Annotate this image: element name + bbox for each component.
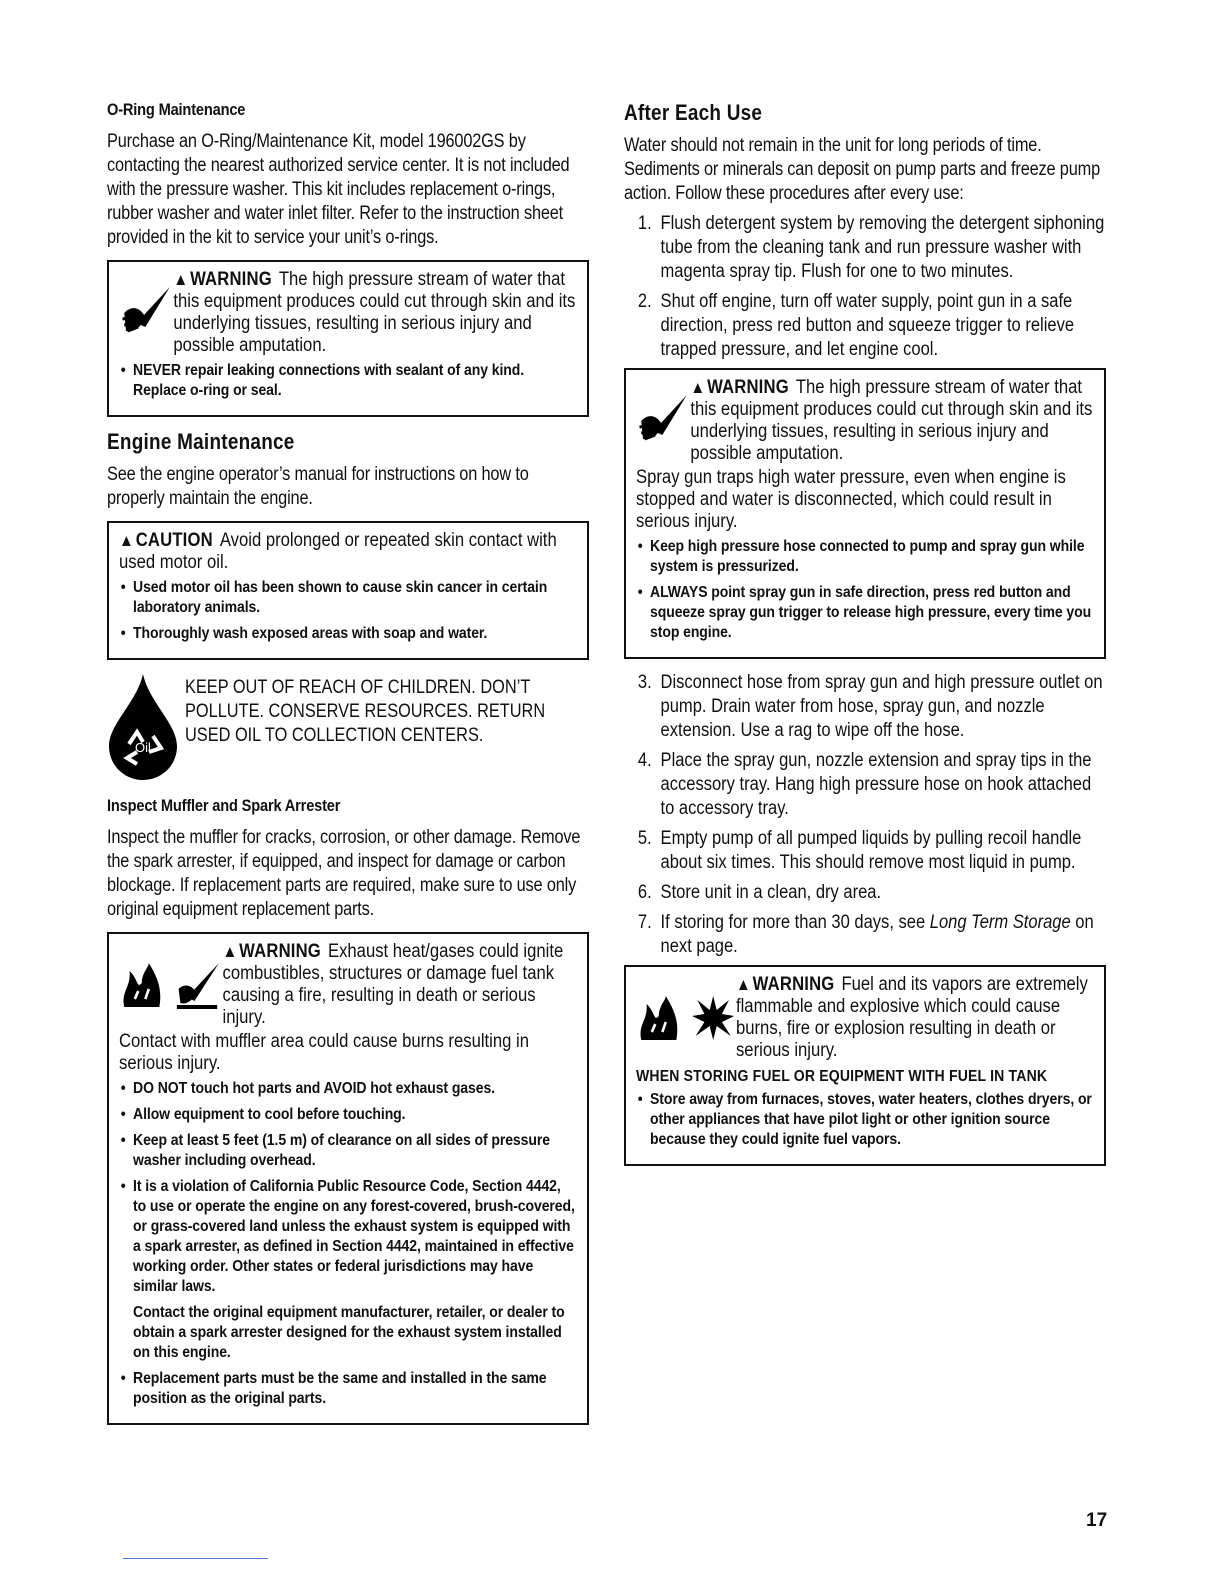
caution-box xyxy=(107,521,589,660)
oring-heading: O-Ring Maintenance xyxy=(107,100,246,119)
warning-signal: ▲WARNING xyxy=(690,377,789,398)
oil-recycle-notice xyxy=(107,672,589,782)
fuel-warning-box xyxy=(624,965,1106,1166)
oring-body: Purchase an O-Ring/Maintenance Kit, model 196002GS by contacting the nearest authorized service center. It is not included with the pressure washer. This kit includes replacement o-rings, rubber washer and water inlet filter. Refer to the instruction sheet provided in the kit to service your unit’s o-rings. xyxy=(107,131,570,248)
list-item: • It is a violation of California Public Resource Code, Section 4442, to use or operate the engine on any forest-covered, brush-covered, or grass-covered land unless the exhaust system is equipped with a spark arrester, as defined in Section 4442, maintained in effective working order. Other states or federal jurisdictions may have similar laws. Contact the original equipment manufacturer, retailer, or dealer to obtain a spark arrester designed for the exhaust system installed on this engine. xyxy=(119,1177,577,1363)
warning-triangle-icon: ▲ xyxy=(735,975,751,994)
fuel-storage-subheading: WHEN STORING FUEL OR EQUIPMENT WITH FUEL IN TANK xyxy=(636,1068,1048,1085)
list-item: • Keep high pressure hose connected to pump and spray gun while system is pressurized. xyxy=(636,537,1094,577)
muffler-body: Inspect the muffler for cracks, corrosion, or other damage. Remove the spark arrester, if equipped, and inspect for damage or carbon blockage. If replacement parts are required, make sure to use only original equipment replacement parts. xyxy=(107,827,581,920)
hot-surface-icon xyxy=(173,961,222,1009)
oil-notice-text: KEEP OUT OF REACH OF CHILDREN. DON’T POLLUTE. CONSERVE RESOURCES. RETURN USED OIL TO COLLECTION CENTERS. xyxy=(185,677,546,746)
right-column xyxy=(624,100,1108,1178)
muffler-warning-box xyxy=(107,932,589,1425)
list-item-extra: Contact the original equipment manufacturer, retailer, or dealer to obtain a spark arrester designed for the exhaust system installed on this engine. xyxy=(133,1304,565,1361)
warning-text: The high pressure stream of water that this equipment produces could cut through skin and its underlying tissues, resulting in serious injury and possible amputation. xyxy=(173,269,576,356)
left-column xyxy=(107,100,589,1437)
warning-signal: ▲WARNING xyxy=(173,269,272,290)
list-item: 3. Disconnect hose from spray gun and high pressure outlet on pump. Drain water from hose, spray gun, and nozzle extension. Use a rag to wipe off the hose. xyxy=(637,672,1103,741)
warning-text: Fuel and its vapors are extremely flammable and explosive which could cause burns, fire or explosion resulting in death or serious injury. xyxy=(735,974,1088,1061)
list-item: • Replacement parts must be the same and installed in the same position as the original parts. xyxy=(119,1369,577,1409)
list-item: 2. Shut off engine, turn off water supply, point gun in a safe direction, press red button and squeeze trigger to relieve trapped pressure, and let engine cool. xyxy=(637,291,1075,360)
warning-triangle-icon: ▲ xyxy=(173,270,189,289)
list-item: • DO NOT touch hot parts and AVOID hot exhaust gases. xyxy=(119,1079,577,1099)
warning-signal: ▲WARNING xyxy=(222,941,321,962)
after-use-heading: After Each Use xyxy=(624,100,763,125)
warning-text-2: Spray gun traps high water pressure, even when engine is stopped and water is disconnected, which could result in serious injury. xyxy=(636,467,1066,532)
warning-triangle-icon: ▲ xyxy=(119,531,134,550)
hand-cut-hazard-icon xyxy=(636,377,690,449)
list-item: • Store away from furnaces, stoves, water heaters, clothes dryers, or other appliances that have pilot light or other ignition source because they could ignite fuel vapors. xyxy=(636,1090,1094,1150)
engine-body: See the engine operator’s manual for instructions on how to properly maintain the engine. xyxy=(107,464,529,509)
warning-text: Exhaust heat/gases could ignite combustibles, structures or damage fuel tank causing a fire, resulting in death or serious injury. xyxy=(222,941,564,1028)
list-item: 4. Place the spray gun, nozzle extension and spray tips in the accessory tray. Hang high pressure hose on hook attached to accessory tray. xyxy=(637,750,1092,819)
warning-text: The high pressure stream of water that this equipment produces could cut through skin and its underlying tissues, resulting in serious injury and possible amputation. xyxy=(690,377,1093,464)
list-item: • Used motor oil has been shown to cause skin cancer in certain laboratory animals. xyxy=(119,578,577,618)
explosion-hazard-icon xyxy=(690,994,736,1042)
fire-hazard-icon xyxy=(119,961,165,1009)
list-item: • Thoroughly wash exposed areas with soap and water. xyxy=(119,624,577,644)
warning-text-2: Contact with muffler area could cause burns resulting in serious injury. xyxy=(119,1031,530,1074)
oring-warning-box xyxy=(107,260,589,417)
hand-cut-hazard-icon xyxy=(119,269,173,341)
list-item: • NEVER repair leaking connections with sealant of any kind. Replace o-ring or seal. xyxy=(119,361,577,401)
caution-text: Avoid prolonged or repeated skin contact with used motor oil. xyxy=(119,530,557,573)
long-term-storage-ref: Long Term Storage xyxy=(929,912,1071,933)
page-number: 17 xyxy=(1086,1510,1108,1531)
list-item: 5. Empty pump of all pumped liquids by pulling recoil handle about six times. This should remove most liquid in pump. xyxy=(637,828,1082,873)
engine-heading: Engine Maintenance xyxy=(107,429,295,454)
list-item: • Allow equipment to cool before touching. xyxy=(119,1105,577,1125)
pressure-warning-box xyxy=(624,368,1106,659)
caution-signal: ▲CAUTION xyxy=(119,530,213,551)
list-item: 7. If storing for more than 30 days, see Long Term Storage on next page. xyxy=(637,912,1094,957)
list-item: 1. Flush detergent system by removing the detergent siphoning tube from the cleaning tank and run pressure washer with magenta spray tip. Flush for one to two minutes. xyxy=(637,213,1105,282)
list-item: • ALWAYS point spray gun in safe direction, press red button and squeeze spray gun trigger to release high pressure, every time you stop engine. xyxy=(636,583,1094,643)
list-item: • Keep at least 5 feet (1.5 m) of clearance on all sides of pressure washer including overhead. xyxy=(119,1131,577,1171)
oil-label: Oil xyxy=(135,740,151,755)
warning-signal: ▲WARNING xyxy=(735,974,835,995)
list-item: 6. Store unit in a clean, dry area. xyxy=(637,882,882,903)
after-use-body: Water should not remain in the unit for long periods of time. Sediments or minerals can deposit on pump parts and freeze pump action. Follow these procedures after every use: xyxy=(624,135,1101,204)
footer-link-line xyxy=(123,1558,268,1559)
fire-hazard-icon xyxy=(636,994,682,1042)
muffler-heading: Inspect Muffler and Spark Arrester xyxy=(107,796,341,815)
oil-recycle-icon xyxy=(107,672,179,782)
warning-triangle-icon: ▲ xyxy=(222,942,238,961)
warning-triangle-icon: ▲ xyxy=(690,378,706,397)
